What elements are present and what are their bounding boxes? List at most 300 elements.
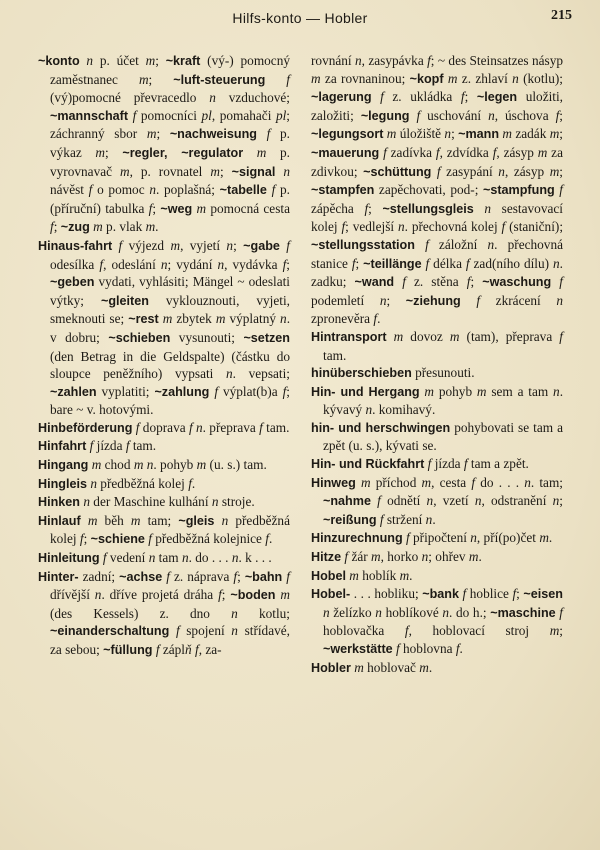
- definition-text: . zadku;: [311, 255, 563, 290]
- definition-text: , hoblovací stroj: [408, 623, 550, 639]
- definition-text: doprava: [139, 419, 189, 435]
- grammar-marker: f: [466, 274, 471, 290]
- grammar-marker: n: [80, 494, 90, 510]
- grammar-marker: f: [551, 274, 563, 290]
- definition-text: zadívka: [386, 144, 436, 160]
- dictionary-entry: [311, 529, 563, 548]
- definition-text: . přeprava: [202, 419, 260, 435]
- grammar-marker: f: [435, 144, 440, 160]
- headword: Hintransport: [311, 329, 387, 344]
- grammar-marker: f: [265, 531, 269, 547]
- dictionary-entry: [311, 455, 563, 474]
- grammar-marker: f: [282, 256, 287, 272]
- grammar-marker: m: [95, 144, 106, 160]
- grammar-marker: f: [259, 419, 263, 435]
- headword: ~einanderschaltung: [50, 624, 170, 639]
- grammar-marker: m: [130, 512, 141, 528]
- definition-text: sestavovací kolej: [311, 200, 563, 235]
- definition-text: hoblovač: [363, 659, 420, 675]
- definition-text: záložní: [428, 236, 488, 252]
- grammar-marker: m: [449, 328, 460, 344]
- definition-text: ;: [221, 587, 231, 603]
- headword: ~rest: [128, 312, 159, 327]
- definition-text: výjezd: [122, 237, 171, 253]
- definition-text: .: [155, 219, 159, 235]
- definition-text: ;: [156, 126, 170, 142]
- headword: ~nachweisung: [169, 127, 257, 142]
- definition-text: jízda: [431, 456, 464, 472]
- definition-text: . přechovná kolej: [404, 219, 502, 235]
- headword: ~gleis: [178, 513, 215, 528]
- grammar-marker: m: [421, 474, 432, 490]
- grammar-marker: m: [443, 70, 458, 86]
- grammar-marker: f: [341, 219, 346, 235]
- grammar-marker: m: [192, 200, 207, 216]
- definition-text: tam;: [140, 512, 179, 528]
- grammar-marker: n: [425, 511, 433, 527]
- grammar-marker: f: [195, 642, 199, 657]
- grammar-marker: f: [50, 219, 54, 235]
- definition-text: vysunouti;: [170, 329, 244, 345]
- grammar-marker: f: [379, 144, 387, 160]
- grammar-marker: m: [549, 126, 560, 142]
- dictionary-entry: [311, 585, 563, 658]
- definition-text: , p. rovnatel: [129, 163, 211, 179]
- grammar-marker: f: [402, 530, 410, 546]
- definition-text: do . . .: [475, 474, 525, 490]
- grammar-marker: f: [282, 383, 287, 399]
- grammar-marker: n: [323, 604, 330, 620]
- dictionary-entry: [311, 659, 563, 678]
- headword: ~luft-steuerung: [173, 72, 266, 87]
- grammar-marker: ň: [185, 642, 192, 657]
- grammar-marker: f: [373, 311, 378, 327]
- headword: Hinbeförderung: [38, 420, 133, 435]
- definition-text: ;: [516, 586, 524, 602]
- definition-text: zpronevěra: [311, 311, 374, 327]
- headword: ~füllung: [103, 643, 153, 657]
- grammar-marker: f: [86, 438, 94, 454]
- dictionary-entry: [38, 512, 290, 549]
- grammar-marker: m: [419, 659, 429, 675]
- grammar-marker: n: [211, 494, 219, 510]
- grammar-marker: f: [99, 256, 104, 272]
- grammar-marker: n: [94, 587, 102, 603]
- definition-text: z. zhlaví: [457, 70, 513, 86]
- grammar-marker: n: [556, 292, 563, 308]
- definition-text: p. (příruční) tabulka: [50, 182, 290, 216]
- headword: ~schiene: [90, 532, 145, 547]
- definition-text: jízda: [93, 438, 126, 454]
- definition-text: , pří(po)čet: [476, 530, 540, 546]
- headword: ~stellungsgleis: [382, 201, 474, 216]
- grammar-marker: n: [487, 236, 495, 252]
- grammar-marker: f: [144, 531, 152, 547]
- definition-text: zasypání: [440, 163, 499, 179]
- grammar-marker: m: [145, 219, 156, 235]
- grammar-marker: m: [89, 219, 103, 235]
- definition-text: p. vyrovnavač: [50, 144, 290, 179]
- grammar-marker: f: [392, 641, 400, 656]
- headword: Hinken: [38, 495, 80, 510]
- grammar-marker: f: [148, 200, 153, 216]
- headword: ~lagerung: [311, 90, 372, 105]
- headword: ~zug: [60, 220, 90, 235]
- headword: ~achse: [119, 569, 163, 584]
- dictionary-entry: [38, 52, 290, 237]
- dictionary-entry: [38, 549, 290, 568]
- definition-text: tam.: [262, 419, 290, 435]
- headword: Hingang: [38, 458, 89, 473]
- grammar-marker: f: [460, 292, 481, 308]
- grammar-marker: n: [146, 457, 154, 473]
- definition-text: zadák: [512, 126, 550, 142]
- grammar-marker: f: [421, 255, 430, 271]
- definition-text: předběžná kolejnice: [151, 531, 266, 547]
- headword: ~zahlen: [50, 384, 97, 399]
- headword: ~stellungsstation: [311, 237, 415, 252]
- definition-text: stroje.: [218, 494, 255, 510]
- definition-text: pomocníci: [136, 107, 202, 123]
- grammar-marker: f: [555, 107, 560, 123]
- grammar-marker: f: [188, 419, 193, 435]
- dictionary-entry: [311, 567, 563, 586]
- grammar-marker: n: [226, 237, 234, 253]
- definition-text: podemletí: [311, 292, 380, 308]
- grammar-marker: n: [553, 383, 560, 399]
- grammar-marker: f: [99, 550, 107, 566]
- grammar-marker: f: [341, 549, 349, 565]
- definition-text: . do . . .: [188, 550, 232, 566]
- grammar-marker: f: [88, 182, 93, 198]
- definition-text: ;: [155, 53, 166, 68]
- definition-text: ;: [355, 255, 364, 271]
- definition-text: , vydávka: [224, 256, 283, 272]
- definition-text: p. vlak: [102, 219, 146, 235]
- grammar-marker: n: [473, 200, 492, 216]
- grammar-marker: n: [217, 256, 225, 272]
- definition-text: . vepsati;: [232, 366, 290, 382]
- headword: ~reißung: [323, 512, 377, 527]
- headword: Hin- und Hergang: [311, 384, 420, 399]
- grammar-marker: m: [243, 144, 267, 160]
- definition-text: , zasypávka: [361, 53, 428, 68]
- definition-text: hoblice: [466, 586, 513, 602]
- grammar-marker: f: [132, 419, 140, 435]
- grammar-marker: n: [421, 549, 429, 565]
- grammar-marker: f: [125, 438, 130, 454]
- definition-text: , zásyp: [496, 144, 538, 160]
- definition-text: , vzetí: [433, 493, 475, 509]
- definition-text: ;: [219, 163, 232, 179]
- headword: ~waschung: [482, 275, 552, 290]
- grammar-marker: f: [364, 200, 369, 216]
- definition-text: střídavé, za sebou;: [50, 623, 290, 657]
- definition-text: . pohyb: [153, 457, 197, 473]
- definition-text: pohyb: [434, 383, 477, 399]
- definition-text: za rovnaninou;: [320, 70, 410, 86]
- grammar-marker: f: [266, 182, 276, 198]
- headword: ~werkstätte: [323, 642, 393, 656]
- grammar-marker: f: [162, 568, 170, 584]
- definition-text: výplatný: [225, 311, 281, 327]
- definition-text: uschování: [420, 107, 489, 123]
- definition-text: .: [548, 530, 553, 546]
- grammar-marker: m: [386, 328, 404, 344]
- definition-text: ;: [470, 274, 483, 290]
- grammar-marker: m: [196, 457, 207, 473]
- definition-text: , odeslání: [103, 256, 161, 272]
- grammar-marker: f: [455, 641, 460, 656]
- definition-text: ;: [386, 292, 406, 308]
- grammar-marker: f: [128, 107, 137, 123]
- definition-text: vyklouznouti, vyjeti, smeknouti se;: [50, 292, 290, 327]
- grammar-marker: n: [474, 493, 482, 509]
- definition-text: , zdvídka: [439, 144, 493, 160]
- headword: Hinweg: [311, 475, 356, 490]
- definition-text: vzduchové;: [215, 90, 290, 106]
- definition-text: , cesta: [431, 474, 472, 490]
- definition-text: p. účet: [93, 53, 146, 68]
- page-number: 215: [551, 8, 572, 23]
- definition-text: ;: [83, 531, 91, 547]
- definition-text: pomocná cesta: [206, 200, 290, 216]
- grammar-marker: f: [463, 456, 468, 472]
- definition-text: hoblovačka: [323, 623, 405, 639]
- dictionary-entry: [38, 456, 290, 475]
- definition-text: .: [377, 311, 381, 327]
- definition-text: , zásyp: [504, 163, 550, 179]
- right-column: [311, 52, 563, 677]
- headword: Hobel: [311, 568, 346, 583]
- headword: Hobler: [311, 660, 351, 675]
- grammar-marker: m: [311, 70, 321, 86]
- grammar-marker: f: [409, 107, 421, 123]
- grammar-marker: f: [218, 587, 222, 603]
- definition-text: spojení: [179, 623, 232, 639]
- grammar-marker: f: [431, 163, 441, 179]
- headword: ~konto: [38, 54, 80, 68]
- grammar-marker: f: [152, 642, 160, 657]
- headword: Hinlauf: [38, 513, 81, 528]
- grammar-marker: m: [371, 549, 381, 565]
- grammar-marker: n: [553, 255, 560, 271]
- headword: hinüberschieben: [311, 366, 412, 381]
- definition-text: příchod: [370, 474, 422, 490]
- grammar-marker: f: [512, 586, 517, 602]
- definition-text: . k . . .: [238, 550, 272, 566]
- definition-text: (u. s.) tam.: [206, 457, 267, 473]
- headword: ~geben: [50, 275, 95, 290]
- definition-text: (kotlu);: [518, 70, 563, 86]
- grammar-marker: f: [256, 126, 271, 142]
- definition-text: dřívější: [50, 587, 95, 603]
- grammar-marker: f: [79, 531, 84, 547]
- definition-text: ; vydání: [167, 256, 218, 272]
- definition-text: návěst: [50, 182, 89, 198]
- definition-text: zbytek: [172, 311, 216, 327]
- definition-text: ; vedlejší: [345, 219, 398, 235]
- headword: ~stampfen: [311, 183, 375, 198]
- grammar-marker: f: [424, 456, 432, 472]
- definition-text: . poplašná;: [155, 182, 220, 198]
- definition-text: ;: [53, 219, 61, 235]
- definition-text: ; ~ des Steinsatzes násyp: [430, 53, 563, 68]
- definition-text: želízko: [329, 604, 376, 620]
- definition-text: tam.: [129, 438, 157, 454]
- grammar-marker: m: [170, 237, 181, 253]
- definition-text: . tam;: [530, 474, 563, 490]
- headword: ~eisen: [523, 587, 563, 602]
- definition-text: . komihavý.: [372, 402, 436, 418]
- grammar-marker: n: [148, 550, 156, 566]
- definition-text: zad(ního dílu): [469, 255, 553, 271]
- grammar-marker: m: [549, 623, 560, 639]
- grammar-marker: f: [351, 255, 356, 271]
- definition-text: .: [409, 567, 413, 583]
- definition-text: odesílka: [50, 256, 100, 272]
- grammar-marker: m: [539, 530, 549, 546]
- grammar-marker: m: [549, 163, 560, 179]
- definition-text: [168, 145, 182, 160]
- grammar-marker: m: [355, 474, 371, 490]
- definition-text: , horko: [380, 549, 422, 565]
- grammar-marker: n: [397, 219, 405, 235]
- headword: Hinfahrt: [38, 439, 87, 454]
- definition-text: ;: [148, 71, 174, 87]
- definition-text: .: [269, 531, 273, 547]
- definition-text: .: [432, 511, 436, 527]
- grammar-marker: n: [512, 70, 519, 86]
- grammar-marker: m: [537, 144, 548, 160]
- grammar-marker: f: [370, 493, 381, 509]
- definition-text: ;: [368, 200, 383, 216]
- grammar-marker: f: [427, 53, 431, 68]
- grammar-marker: f: [233, 568, 238, 584]
- grammar-marker: f: [112, 237, 123, 253]
- headword: ~maschine: [490, 605, 556, 620]
- grammar-marker: n: [442, 604, 450, 620]
- definition-text: sem a tam: [486, 383, 554, 399]
- grammar-marker: n: [375, 604, 382, 620]
- headword: Hobel-: [311, 587, 351, 602]
- headword: ~bahn: [244, 569, 283, 584]
- definition-text: . přechovná stanice: [311, 236, 563, 271]
- grammar-marker: f: [404, 623, 409, 639]
- definition-text: vedení: [106, 550, 149, 566]
- headword: ~tabelle: [219, 183, 267, 198]
- definition-text: hoblík: [358, 567, 400, 583]
- grammar-marker: f: [169, 623, 180, 639]
- definition-text: ;: [237, 568, 245, 584]
- definition-text: uložiti, založiti;: [311, 89, 564, 123]
- grammar-marker: f: [465, 255, 470, 271]
- dictionary-entry: [38, 475, 290, 494]
- grammar-marker: n: [552, 493, 560, 509]
- headword: ~legen: [476, 90, 518, 105]
- definition-text: , úschova: [494, 107, 556, 123]
- dictionary-entry: [38, 568, 290, 660]
- grammar-marker: n: [160, 256, 168, 272]
- definition-text: ; záchranný sbor: [50, 107, 290, 142]
- definition-text: . dříve projetá dráha: [101, 587, 219, 603]
- headword: ~stampfung: [482, 183, 555, 198]
- definition-text: kotlu;: [237, 605, 290, 621]
- definition-text: tam a zpět.: [467, 456, 529, 472]
- grammar-marker: m: [210, 163, 220, 179]
- grammar-marker: f: [471, 474, 476, 490]
- dictionary-entry: [38, 237, 290, 419]
- headword: ~teillänge: [363, 256, 422, 271]
- grammar-marker: f: [458, 586, 467, 602]
- headword: ~mann: [458, 127, 500, 142]
- grammar-marker: n: [231, 623, 238, 639]
- dictionary-entry: [311, 419, 563, 455]
- grammar-marker: f: [282, 568, 290, 584]
- definition-text: stržení: [383, 511, 426, 527]
- definition-text: ;: [451, 126, 459, 142]
- definition-text: ;: [559, 107, 563, 123]
- grammar-marker: f: [188, 475, 192, 491]
- grammar-marker: m: [215, 311, 226, 327]
- grammar-marker: n: [196, 419, 203, 435]
- grammar-marker: f: [559, 328, 563, 344]
- grammar-marker: m: [158, 311, 173, 327]
- headword: ~kopf: [409, 71, 444, 86]
- headword: Hinleitung: [38, 551, 100, 566]
- definition-text: der Maschine kulhání: [89, 494, 212, 510]
- definition-text: .: [191, 475, 196, 491]
- grammar-marker: m: [350, 659, 364, 675]
- definition-text: , vyjetí: [180, 237, 227, 253]
- definition-text: (tam), přeprava: [459, 328, 560, 344]
- headword: ~weg: [160, 201, 193, 216]
- headword: ~gleiten: [100, 293, 149, 308]
- headword: Hin- und Rückfahrt: [311, 457, 425, 472]
- definition-text: z. náprava: [169, 568, 234, 584]
- dictionary-entry: [38, 437, 290, 456]
- headword: ~signal: [231, 164, 276, 179]
- grammar-marker: n: [87, 475, 97, 491]
- definition-text: tam.: [323, 347, 347, 363]
- grammar-marker: f: [460, 89, 465, 105]
- grammar-marker: pl: [275, 107, 287, 123]
- definition-text: ;: [464, 89, 477, 105]
- headword: ~kraft: [165, 54, 201, 68]
- grammar-marker: m: [419, 383, 435, 399]
- grammar-marker: f: [492, 144, 497, 160]
- dictionary-entry: [311, 474, 563, 530]
- definition-text: . . . hobliku;: [350, 586, 423, 602]
- definition-text: ;: [559, 126, 563, 142]
- grammar-marker: m: [476, 383, 487, 399]
- definition-text: hoblíkové: [381, 604, 443, 620]
- definition-text: (den Betrag in die Geldspalte) (částku do sloupce peněžního) vypsati: [50, 348, 290, 382]
- definition-text: . kývavý: [323, 383, 564, 418]
- definition-text: (staniční);: [505, 219, 564, 235]
- grammar-marker: f: [265, 71, 290, 87]
- definition-text: chod: [101, 457, 134, 473]
- headword: ~setzen: [243, 330, 291, 345]
- grammar-marker: n: [149, 182, 156, 198]
- dictionary-entry: [311, 383, 563, 419]
- grammar-marker: m: [133, 457, 144, 473]
- grammar-marker: pl: [201, 107, 212, 123]
- headword: ~schüttung: [363, 164, 432, 179]
- definition-text: pohybovati se tam a zpět (u. s.), kývati se.: [323, 419, 563, 454]
- grammar-marker: n: [275, 163, 290, 179]
- headword: Hingleis: [38, 476, 87, 491]
